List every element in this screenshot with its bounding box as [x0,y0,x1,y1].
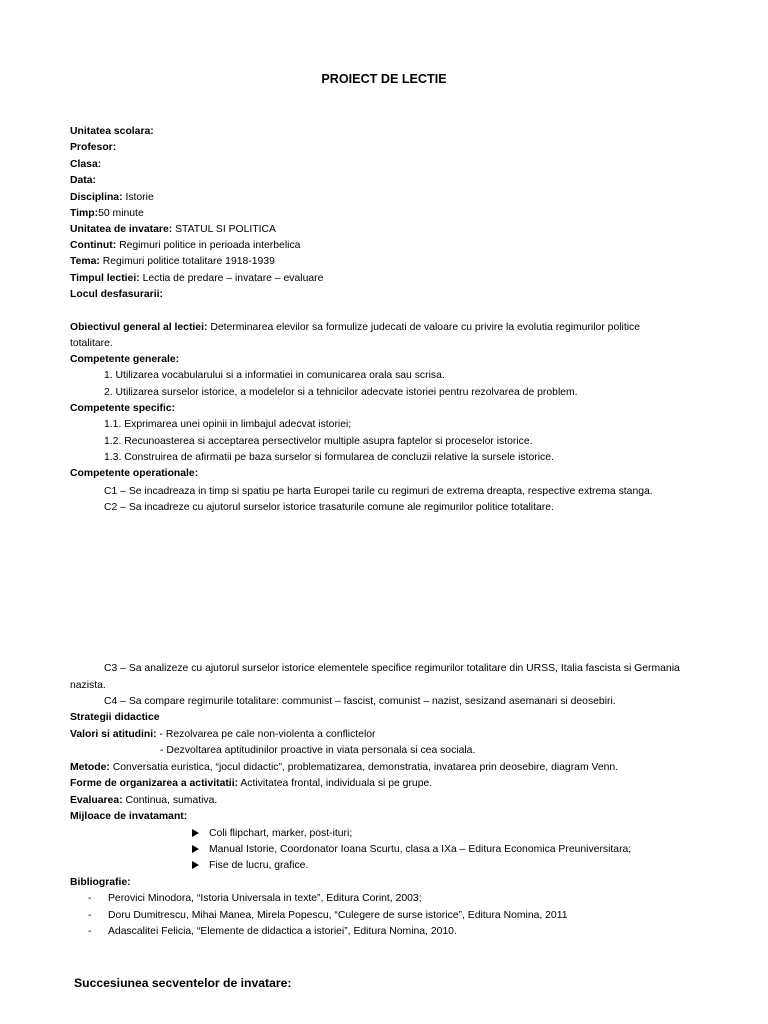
mijloace-item-text: Manual Istorie, Coordonator Ioana Scurtu, clasa a IXa – Editura Economica Preuniversitara; [209,844,632,855]
locul-label: Locul desfasurarii: [70,289,163,300]
timpul-lectiei-row [70,272,323,286]
continut-value: Regimuri politice in perioada interbelica [119,240,301,251]
unitatea-scolara-label: Unitatea scolara: [70,126,154,137]
disciplina-label: Disciplina: [70,192,123,203]
profesor-label: Profesor: [70,142,117,153]
continut-row [70,239,300,253]
succesiunea-heading: Succesiunea secventelor de invatare: [74,976,292,990]
bibliografie-item [88,909,568,923]
metode-row [70,761,618,775]
competenta-c3: C3 – Sa analizeze cu ajutorul surselor istorice elementele specifice regimurilor totalitare din URSS, Italia fascista si Germania [104,663,680,674]
competente-generale-label: Competente generale: [70,354,180,365]
valori-row [70,728,376,742]
timpul-lectiei-value: Lectia de predare – invatare – evaluare [142,273,324,284]
valori-item: - Rezolvarea pe cale non-violenta a conflictelor [159,729,376,740]
bibliografie-item-text: Perovici Minodora, “Istoria Universala in texte”, Editura Corint, 2003; [108,893,422,904]
competenta-specifica-item: 1.2. Recunoasterea si acceptarea persectivelor multiple asupra faptelor si proceselor istorice. [104,436,533,447]
competente-operationale-label: Competente operationale: [70,468,199,479]
unitatea-invatare-value: STATUL SI POLITICA [175,224,276,235]
valori-label: Valori si atitudini: [70,729,157,740]
unitatea-invatare-label: Unitatea de invatare: [70,224,173,235]
competenta-c3-continuation: nazista. [70,680,106,691]
strategii-label: Strategii didactice [70,712,160,723]
tema-label: Tema: [70,256,100,267]
arrow-bullet-icon [192,861,199,869]
forme-value: Activitatea frontal, individuala si pe grupe. [240,778,433,789]
mijloace-label: Mijloace de invatamant: [70,811,188,822]
unitatea-invatare-row [70,223,276,237]
evaluarea-value: Continua, sumativa. [125,795,218,806]
arrow-bullet-icon [192,845,199,853]
forme-label: Forme de organizarea a activitatii: [70,778,239,789]
competenta-generala-item: 1. Utilizarea vocabularului si a informatiei in comunicarea orala sau scrisa. [104,370,445,381]
obiectiv-continuation: totalitare. [70,338,113,349]
mijloace-item-text: Fise de lucru, grafice. [209,860,309,871]
bibliografie-item [88,925,457,939]
timp-value: 50 minute [98,208,144,219]
competenta-c1: C1 – Se incadreaza in timp si spatiu pe harta Europei tarile cu regimuri de extrema dreapta, respective extrema stanga. [104,486,653,497]
mijloace-item [192,859,308,873]
continut-label: Continut: [70,240,117,251]
bibliografie-item-text: Adascalitei Felicia, “Elemente de didactica a istoriei”, Editura Nomina, 2010. [108,926,457,937]
tema-value: Regimuri politice totalitare 1918-1939 [102,256,275,267]
disciplina-row [70,191,154,205]
timpul-lectiei-label: Timpul lectiei: [70,273,140,284]
obiectiv-value: Determinarea elevilor sa formulize judecati de valoare cu privire la evolutia regimurilor politice [210,322,641,333]
disciplina-value: Istorie [125,192,154,203]
valori-item: - Dezvoltarea aptitudinilor proactive in viata personala si cea sociala. [160,745,476,756]
timp-row [70,207,144,221]
obiectiv-row [70,321,640,335]
competenta-c2: C2 – Sa incadreze cu ajutorul surselor istorice trasaturile comune ale regimurilor politice totalitare. [104,502,554,513]
metode-value: Conversatia euristica, “jocul didactic”, problematizarea, demonstratia, invatarea prin deosebire, diagram Venn. [112,762,619,773]
data-label: Data: [70,175,96,186]
evaluarea-label: Evaluarea: [70,795,123,806]
competenta-generala-item: 2. Utilizarea surselor istorice, a modelelor si a tehnicilor adecvate istoriei pentru rezolvarea de problem. [104,387,578,398]
bibliografie-item-text: Doru Dumitrescu, Mihai Manea, Mirela Popescu, “Culegere de surse istorice”, Editura Nomina, 2011 [108,910,568,921]
forme-row [70,777,432,791]
competente-specific-label: Competente specific: [70,403,176,414]
dash-bullet: - [88,893,92,904]
clasa-label: Clasa: [70,159,102,170]
mijloace-item [192,843,631,857]
metode-label: Metode: [70,762,110,773]
competenta-specifica-item: 1.1. Exprimarea unei opinii in limbajul adecvat istoriei; [104,419,352,430]
dash-bullet: - [88,926,92,937]
bibliografie-label: Bibliografie: [70,877,131,888]
document-title: PROIECT DE LECTIE [321,72,447,86]
bibliografie-item [88,892,422,906]
evaluarea-row [70,794,217,808]
timp-label: Timp: [70,208,99,219]
tema-row [70,255,275,269]
dash-bullet: - [88,910,92,921]
mijloace-item [192,827,352,841]
competenta-c4: C4 – Sa compare regimurile totalitare: communist – fascist, comunist – nazist, sesizand asemanari si deosebiri. [104,696,616,707]
arrow-bullet-icon [192,829,199,837]
competenta-specifica-item: 1.3. Construirea de afirmatii pe baza surselor si formularea de concluzii relative la sursele istorice. [104,452,554,463]
mijloace-item-text: Coli flipchart, marker, post-ituri; [209,828,353,839]
obiectiv-label: Obiectivul general al lectiei: [70,322,208,333]
